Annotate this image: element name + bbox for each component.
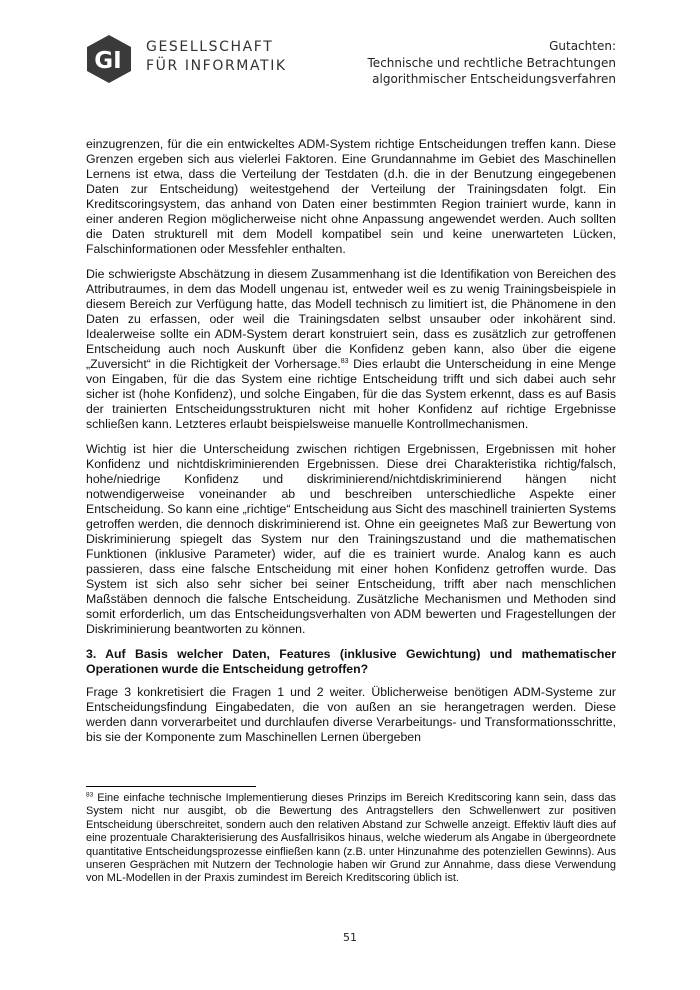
footnote-number: 83 <box>86 791 94 799</box>
page-header <box>0 0 700 110</box>
page-number: 51 <box>343 931 357 944</box>
paragraph-1: einzugrenzen, für die ein entwickeltes ADM-System richtige Entscheidungen treffen kann. Diese Grenzen ergeben sich aus vielerlei Faktoren. Eine Grundannahme im Gebiet des Maschinellen Lernens ist etwa, dass die Verteilung der Testdaten (d.h. die in der Benutzung eingegebenen Daten zur Entscheidung) weitestgehend der Verteilung der Trainingsdaten folgt. Ein Kreditscoringsystem, das anhand von Daten einer bestimmten Region trainiert wurde, kann in einer anderen Region möglicherweise nicht ohne Anpassung angewendet werden. Auch sollten die Daten strukturell mit dem Modell kompatibel sein und keine unerwarteten Lücken, Falschinformationen oder Messfehler enthalten. <box>86 137 616 256</box>
footnote-divider <box>86 786 256 787</box>
paragraph-2 <box>86 267 616 432</box>
document-title <box>368 38 616 88</box>
paragraph-2-part-1: Die schwierigste Abschätzung in diesem Zusammenhang ist die Identifikation von Bereichen des Attributraumes, in dem das Modell ungenau ist, entweder weil es zu wenig Trainingsbeispiele in diesem Bereich zur Verfügung hatte, das Modell technisch zu limitiert ist, die Phänomene in den Daten zu erfassen, oder weil die Trainingsdaten selbst unsauber oder inkohärent sind. Idealerweise sollte ein ADM-System derart konstruiert sein, dass es zusätzlich zur getroffenen Entscheidung auch noch Auskunft über die Konfidenz geben kann, also über die eigene „Zuversicht“ in die Richtigkeit der Vorhersage. <box>86 267 616 371</box>
org-line-2: FÜR INFORMATIK <box>146 58 287 74</box>
footnote-reference-83[interactable]: 83 <box>340 357 349 365</box>
paragraph-3: Wichtig ist hier die Unterscheidung zwischen richtigen Ergebnissen, Ergebnissen mit hoher Konfidenz und nichtdiskriminierenden Ergebnissen. Diese drei Charakteristika richtig/falsch, hohe/niedrige Konfidenz und diskriminierend/nichtdiskriminierend hängen nicht notwendigerweise voneinander ab und beschreiben unterschiedliche Aspekte einer Entscheidung. So kann eine „richtige“ Entscheidung aus Sicht des maschinell trainierten Systems getroffen werden, die dennoch diskriminierend ist. Ohne ein geeignetes Maß zur Bewertung von Diskriminierung spiegelt das System nur den Trainingszustand und die mathematischen Funktionen (inklusive Parameter) wider, auf die es trainiert wurde. Analog kann es auch passieren, dass eine falsche Entscheidung mit einer hohen Konfidenz getroffen wurde. Das System ist sich also sehr sicher bei seiner Entscheidung, trifft aber nach menschlichen Maßstäben dennoch die falsche Entscheidung. Zusätzliche Mechanismen und Methoden sind somit erforderlich, um das Entscheidungsverhalten von ADM bewerten und Fragestellungen der Diskriminierung beantworten zu können. <box>86 442 616 636</box>
organization-name <box>146 38 287 76</box>
section-heading: 3. Auf Basis welcher Daten, Features (inklusive Gewichtung) und mathematischer Operationen wurde die Entscheidung getroffen? <box>86 647 616 676</box>
doc-title-line-1: Gutachten: <box>549 39 616 53</box>
paragraph-2-part-2: Dies erlaubt die Unterscheidung in eine Menge von Eingaben, für die das System eine richtige Entscheidung trifft und sich dabei auch sehr sicher ist (hohe Konfidenz), und solche Eingaben, für die das System erkennt, dass es auf Basis der trainierten Entscheidungsstrukturen nicht mit hoher Konfidenz auf richtige Ergebnisse schließen kann. Letzteres erlaubt beispielsweise manuelle Kontrollmechanismen. <box>86 357 617 431</box>
footnote <box>86 792 616 886</box>
doc-title-line-3: algorithmischer Entscheidungsverfahren <box>372 72 616 86</box>
gi-logo-icon <box>84 34 134 84</box>
body-text <box>86 137 616 755</box>
doc-title-line-2: Technische und rechtliche Betrachtungen <box>367 55 616 70</box>
paragraph-4: Frage 3 konkretisiert die Fragen 1 und 2 weiter. Üblicherweise benötigen ADM-Systeme zur Entscheidungsfindung Eingabedaten, die von außen an sie herangetragen werden. Diese werden dann vorverarbeitet und durchlaufen diverse Verarbeitungs- und Transformationsschritte, bis sie der Komponente zum Maschinellen Lernen übergeben <box>86 685 616 744</box>
org-line-1: GESELLSCHAFT <box>146 39 274 55</box>
footnote-text: Eine einfache technische Implementierung dieses Prinzips im Bereich Kreditscoring kann sein, dass das System nicht nur ausgibt, ob die Bewertung des Antragstellers den Schwellenwert zur positiven Entscheidung überschreitet, sondern auch den relativen Abstand zur Schwelle anzeigt. Effektiv läuft dies auf eine prozentuale Charakterisierung des Ausfallrisikos hinaus, welche wiederum als Angabe in übergeordnete quantitative Entscheidungsprozesse einfließen kann (z.B. unter Hinzunahme des potenziellen Gewinns). Aus unseren Gesprächen mit Nutzern der Technologie haben wir Grund zur Annahme, dass diese Verwendung von ML-Modellen in der Praxis zumindest im Bereich Kreditscoring üblich ist. <box>86 792 616 885</box>
svg-text:GI: GI <box>94 48 122 74</box>
